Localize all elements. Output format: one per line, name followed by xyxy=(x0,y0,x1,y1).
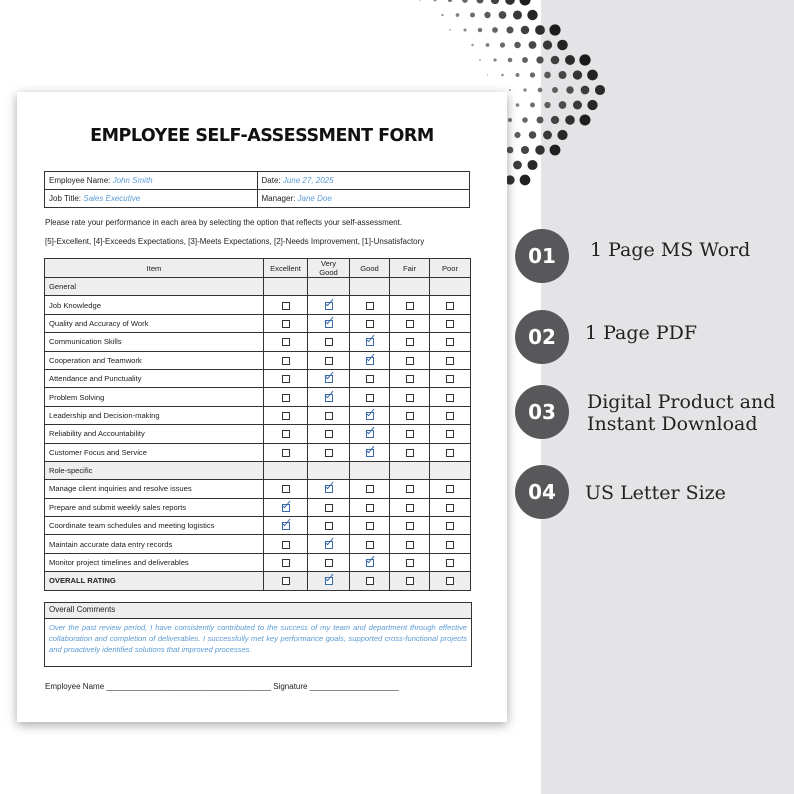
halftone-dot xyxy=(509,89,511,91)
instructions-text: Please rate your performance in each area by selecting the option that reflects your self-assessment. xyxy=(45,218,403,227)
rating-cell-very-good xyxy=(308,369,350,387)
rating-item-label: Communication Skills xyxy=(45,333,264,351)
rating-cell-excellent xyxy=(264,369,308,387)
employee-name-cell xyxy=(45,172,258,190)
rating-row xyxy=(45,425,471,443)
rating-cell-poor xyxy=(430,296,471,314)
checkbox[interactable] xyxy=(406,375,414,383)
rating-cell-poor xyxy=(430,480,471,498)
checkbox[interactable] xyxy=(446,357,454,365)
rating-cell-poor xyxy=(430,461,471,479)
rating-item-label: Coordinate team schedules and meeting logistics xyxy=(45,517,264,535)
checkbox[interactable] xyxy=(325,338,333,346)
overall-comments-label: Overall Comments xyxy=(45,603,471,619)
halftone-dot xyxy=(516,103,520,107)
rating-cell-fair xyxy=(390,406,430,424)
rating-cell-good xyxy=(350,351,390,369)
rating-cell-poor xyxy=(430,351,471,369)
checkbox[interactable] xyxy=(282,485,290,493)
rating-cell-poor xyxy=(430,572,471,590)
employee-name-blank: _____________________________________ xyxy=(106,682,271,691)
halftone-dot xyxy=(521,146,529,154)
rating-cell-fair xyxy=(390,498,430,516)
checked-checkbox[interactable] xyxy=(282,504,290,512)
halftone-dot xyxy=(519,0,530,6)
checkbox[interactable] xyxy=(366,541,374,549)
feature-number-badge: 02 xyxy=(515,310,569,364)
checkbox[interactable] xyxy=(282,338,290,346)
halftone-dot xyxy=(462,0,468,3)
checkbox[interactable] xyxy=(446,541,454,549)
rating-cell-fair xyxy=(390,314,430,332)
column-header-excellent: Excellent xyxy=(264,259,308,278)
halftone-dot xyxy=(492,27,498,33)
signature-line xyxy=(45,682,399,691)
rating-cell-very-good xyxy=(308,296,350,314)
rating-scale-text: [5]-Excellent, [4]-Exceeds Expectations, [3]-Meets Expectations, [2]-Needs Improvement, [1]-Unsatisfactory xyxy=(45,237,425,246)
rating-cell-very-good xyxy=(308,406,350,424)
column-header-very-good: Very Good xyxy=(308,259,350,278)
form-document-preview xyxy=(17,92,507,722)
halftone-dot xyxy=(501,74,504,77)
rating-row xyxy=(45,443,471,461)
checked-checkbox[interactable] xyxy=(366,357,374,365)
rating-cell-fair xyxy=(390,443,430,461)
halftone-dot xyxy=(506,26,513,33)
checkbox[interactable] xyxy=(446,577,454,585)
rating-cell-very-good xyxy=(308,333,350,351)
checkbox[interactable] xyxy=(406,559,414,567)
checkbox[interactable] xyxy=(406,320,414,328)
manager-cell xyxy=(257,190,470,208)
rating-cell-very-good xyxy=(308,443,350,461)
checkbox[interactable] xyxy=(282,559,290,567)
checkbox[interactable] xyxy=(366,485,374,493)
checkbox[interactable] xyxy=(446,430,454,438)
checkbox[interactable] xyxy=(406,577,414,585)
checkbox[interactable] xyxy=(282,449,290,457)
job-title-cell xyxy=(45,190,258,208)
section-label: General xyxy=(45,278,264,296)
rating-cell-fair xyxy=(390,351,430,369)
checked-checkbox[interactable] xyxy=(366,559,374,567)
rating-cell-excellent xyxy=(264,278,308,296)
rating-cell-poor xyxy=(430,388,471,406)
rating-cell-poor xyxy=(430,425,471,443)
halftone-dot xyxy=(419,0,421,1)
rating-cell-excellent xyxy=(264,498,308,516)
rating-cell-good xyxy=(350,498,390,516)
manager-value: Jane Doe xyxy=(297,194,332,203)
date-cell xyxy=(257,172,470,190)
checkbox[interactable] xyxy=(366,522,374,530)
rating-cell-fair xyxy=(390,517,430,535)
rating-row xyxy=(45,406,471,424)
overall-rating-row xyxy=(45,572,471,590)
halftone-dot xyxy=(434,0,437,1)
rating-cell-very-good xyxy=(308,351,350,369)
checkbox[interactable] xyxy=(446,320,454,328)
checked-checkbox[interactable] xyxy=(325,320,333,328)
rating-cell-excellent xyxy=(264,480,308,498)
rating-cell-fair xyxy=(390,278,430,296)
rating-item-label: Leadership and Decision-making xyxy=(45,406,264,424)
halftone-dot xyxy=(487,74,488,75)
rating-cell-good xyxy=(350,388,390,406)
checkbox[interactable] xyxy=(325,449,333,457)
signature-label: Signature xyxy=(273,682,308,691)
job-title-label: Job Title: xyxy=(49,194,82,203)
halftone-dot xyxy=(478,28,482,32)
rating-row xyxy=(45,388,471,406)
halftone-dot xyxy=(470,12,475,17)
halftone-dot xyxy=(513,10,522,19)
rating-cell-fair xyxy=(390,388,430,406)
checkbox[interactable] xyxy=(406,485,414,493)
halftone-dot xyxy=(479,59,481,61)
checkbox[interactable] xyxy=(406,449,414,457)
rating-cell-excellent xyxy=(264,425,308,443)
rating-cell-fair xyxy=(390,480,430,498)
rating-cell-fair xyxy=(390,333,430,351)
halftone-dot xyxy=(505,0,515,5)
rating-cell-very-good xyxy=(308,278,350,296)
checkbox[interactable] xyxy=(446,338,454,346)
halftone-dot xyxy=(508,118,512,122)
rating-cell-good xyxy=(350,369,390,387)
rating-item-label: Customer Focus and Service xyxy=(45,443,264,461)
rating-cell-very-good xyxy=(308,553,350,571)
checkbox[interactable] xyxy=(406,338,414,346)
rating-item-label: Job Knowledge xyxy=(45,296,264,314)
rating-item-label: Problem Solving xyxy=(45,388,264,406)
checkbox[interactable] xyxy=(366,394,374,402)
feature-item-2 xyxy=(515,310,794,364)
rating-cell-excellent xyxy=(264,517,308,535)
job-title-value: Sales Executive xyxy=(83,194,141,203)
rating-item-label: Manage client inquiries and resolve issues xyxy=(45,480,264,498)
employee-name-value: John Smith xyxy=(112,176,153,185)
checkbox[interactable] xyxy=(446,449,454,457)
rating-cell-good xyxy=(350,553,390,571)
rating-cell-excellent xyxy=(264,351,308,369)
halftone-dot xyxy=(448,0,452,2)
date-label: Date: xyxy=(261,176,281,185)
overall-comments-box xyxy=(44,602,472,667)
halftone-dot xyxy=(522,117,528,123)
rating-cell-poor xyxy=(430,333,471,351)
rating-cell-excellent xyxy=(264,333,308,351)
rating-cell-good xyxy=(350,517,390,535)
checkbox[interactable] xyxy=(446,559,454,567)
feature-text: 1 Page MS Word xyxy=(590,239,751,261)
feature-item-4 xyxy=(515,465,794,519)
checked-checkbox[interactable] xyxy=(366,412,374,420)
halftone-dot xyxy=(456,13,460,17)
rating-cell-poor xyxy=(430,535,471,553)
checkbox[interactable] xyxy=(282,541,290,549)
rating-item-label: OVERALL RATING xyxy=(45,572,264,590)
halftone-dot xyxy=(529,41,537,49)
rating-cell-good xyxy=(350,443,390,461)
halftone-dot xyxy=(486,43,490,47)
rating-cell-poor xyxy=(430,498,471,516)
rating-cell-fair xyxy=(390,553,430,571)
halftone-dot xyxy=(527,10,537,20)
checkbox[interactable] xyxy=(406,430,414,438)
rating-cell-very-good xyxy=(308,314,350,332)
employee-name-line-label: Employee Name xyxy=(45,682,105,691)
signature-blank: ____________________ xyxy=(309,682,399,691)
checkbox[interactable] xyxy=(325,559,333,567)
feature-item-3 xyxy=(515,385,794,439)
halftone-dot xyxy=(493,58,496,61)
checkbox[interactable] xyxy=(325,504,333,512)
halftone-dot xyxy=(449,29,451,31)
rating-item-label: Maintain accurate data entry records xyxy=(45,535,264,553)
column-header-good: Good xyxy=(350,259,390,278)
rating-row xyxy=(45,517,471,535)
checkbox[interactable] xyxy=(446,302,454,310)
rating-item-label: Reliability and Accountability xyxy=(45,425,264,443)
rating-item-label: Prepare and submit weekly sales reports xyxy=(45,498,264,516)
checkbox[interactable] xyxy=(446,394,454,402)
checked-checkbox[interactable] xyxy=(325,577,333,585)
checked-checkbox[interactable] xyxy=(325,485,333,493)
rating-cell-very-good xyxy=(308,572,350,590)
rating-cell-fair xyxy=(390,296,430,314)
rating-cell-very-good xyxy=(308,388,350,406)
halftone-dot xyxy=(491,0,499,4)
halftone-dot xyxy=(500,42,505,47)
employee-info-table xyxy=(44,171,470,208)
halftone-dot xyxy=(522,57,528,63)
date-value: June 27, 2025 xyxy=(282,176,334,185)
rating-table xyxy=(44,258,471,591)
overall-comments-text: Over the past review period, I have consistently contributed to the success of my team and department through effective collaboration and completion of deliverables. I successfully met key performance goals, supported cross-functional projects and proactively identified solutions that improved processes. xyxy=(49,623,467,654)
column-header-fair: Fair xyxy=(390,259,430,278)
halftone-dot xyxy=(516,73,520,77)
halftone-dot xyxy=(463,28,466,31)
rating-cell-excellent xyxy=(264,572,308,590)
rating-row xyxy=(45,498,471,516)
feature-text: 1 Page PDF xyxy=(585,322,698,344)
feature-text: Digital Product and Instant Download xyxy=(587,391,776,435)
checkbox[interactable] xyxy=(446,485,454,493)
rating-cell-very-good xyxy=(308,461,350,479)
checkbox[interactable] xyxy=(446,412,454,420)
rating-item-label: Attendance and Punctuality xyxy=(45,369,264,387)
rating-cell-excellent xyxy=(264,388,308,406)
checkbox[interactable] xyxy=(366,302,374,310)
halftone-dot xyxy=(520,175,531,186)
checkbox[interactable] xyxy=(282,412,290,420)
checkbox[interactable] xyxy=(282,320,290,328)
rating-cell-excellent xyxy=(264,314,308,332)
halftone-dot xyxy=(477,0,484,3)
checked-checkbox[interactable] xyxy=(325,541,333,549)
halftone-dot xyxy=(529,131,537,139)
rating-cell-good xyxy=(350,278,390,296)
rating-item-label: Quality and Accuracy of Work xyxy=(45,314,264,332)
manager-label: Manager: xyxy=(261,194,296,203)
rating-cell-poor xyxy=(430,314,471,332)
rating-cell-good xyxy=(350,425,390,443)
checkbox[interactable] xyxy=(325,430,333,438)
rating-cell-fair xyxy=(390,535,430,553)
halftone-dot xyxy=(441,14,443,16)
checkbox[interactable] xyxy=(325,522,333,530)
checkbox[interactable] xyxy=(366,320,374,328)
checked-checkbox[interactable] xyxy=(366,430,374,438)
rating-cell-good xyxy=(350,535,390,553)
rating-row xyxy=(45,535,471,553)
rating-cell-excellent xyxy=(264,535,308,553)
section-row xyxy=(45,461,471,479)
rating-cell-good xyxy=(350,314,390,332)
halftone-dot xyxy=(530,72,535,77)
checkbox[interactable] xyxy=(366,577,374,585)
checkbox[interactable] xyxy=(446,375,454,383)
rating-cell-excellent xyxy=(264,406,308,424)
rating-row xyxy=(45,351,471,369)
checkbox[interactable] xyxy=(406,504,414,512)
feature-number-badge: 03 xyxy=(515,385,569,439)
rating-cell-fair xyxy=(390,369,430,387)
rating-cell-poor xyxy=(430,517,471,535)
rating-cell-excellent xyxy=(264,296,308,314)
rating-row xyxy=(45,314,471,332)
section-row xyxy=(45,278,471,296)
feature-number-badge: 04 xyxy=(515,465,569,519)
rating-item-label: Monitor project timelines and deliverables xyxy=(45,553,264,571)
halftone-dot xyxy=(521,26,529,34)
rating-cell-excellent xyxy=(264,461,308,479)
checkbox[interactable] xyxy=(366,504,374,512)
halftone-dot xyxy=(484,12,490,18)
rating-cell-poor xyxy=(430,278,471,296)
section-label: Role-specific xyxy=(45,461,264,479)
rating-cell-excellent xyxy=(264,443,308,461)
checkbox[interactable] xyxy=(325,412,333,420)
checkbox[interactable] xyxy=(406,302,414,310)
checked-checkbox[interactable] xyxy=(282,522,290,530)
rating-cell-good xyxy=(350,572,390,590)
rating-cell-very-good xyxy=(308,480,350,498)
rating-row xyxy=(45,553,471,571)
rating-row xyxy=(45,296,471,314)
checkbox[interactable] xyxy=(282,577,290,585)
rating-row xyxy=(45,369,471,387)
checkbox[interactable] xyxy=(366,375,374,383)
checked-checkbox[interactable] xyxy=(325,302,333,310)
rating-cell-fair xyxy=(390,572,430,590)
rating-cell-fair xyxy=(390,461,430,479)
checkbox[interactable] xyxy=(325,357,333,365)
checked-checkbox[interactable] xyxy=(366,449,374,457)
halftone-dot xyxy=(507,147,514,154)
feature-item-1 xyxy=(515,229,794,283)
rating-cell-poor xyxy=(430,443,471,461)
halftone-dot xyxy=(508,58,513,63)
rating-cell-poor xyxy=(430,369,471,387)
rating-row xyxy=(45,333,471,351)
rating-cell-very-good xyxy=(308,535,350,553)
halftone-dot xyxy=(523,88,526,91)
rating-cell-very-good xyxy=(308,425,350,443)
checkbox[interactable] xyxy=(406,357,414,365)
rating-cell-good xyxy=(350,461,390,479)
rating-cell-fair xyxy=(390,425,430,443)
rating-row xyxy=(45,480,471,498)
rating-table-header xyxy=(45,259,471,278)
checkbox[interactable] xyxy=(446,522,454,530)
checkbox[interactable] xyxy=(282,375,290,383)
rating-cell-very-good xyxy=(308,498,350,516)
halftone-dot xyxy=(527,160,537,170)
employee-name-label: Employee Name: xyxy=(49,176,111,185)
column-header-item: Item xyxy=(45,259,264,278)
halftone-dot xyxy=(514,132,520,138)
checkbox[interactable] xyxy=(282,394,290,402)
halftone-dot xyxy=(530,103,535,108)
checkbox[interactable] xyxy=(282,430,290,438)
checked-checkbox[interactable] xyxy=(325,394,333,402)
halftone-dot xyxy=(499,11,507,19)
checkbox[interactable] xyxy=(282,302,290,310)
halftone-dot xyxy=(471,44,473,46)
checkbox[interactable] xyxy=(406,541,414,549)
rating-cell-very-good xyxy=(308,517,350,535)
halftone-dot xyxy=(513,161,522,170)
rating-cell-good xyxy=(350,406,390,424)
rating-cell-excellent xyxy=(264,553,308,571)
feature-text: US Letter Size xyxy=(585,482,726,504)
checked-checkbox[interactable] xyxy=(366,338,374,346)
halftone-dot xyxy=(514,42,521,49)
form-title: EMPLOYEE SELF-ASSESSMENT FORM xyxy=(90,126,434,146)
checkbox[interactable] xyxy=(406,412,414,420)
checkbox[interactable] xyxy=(406,522,414,530)
rating-cell-good xyxy=(350,480,390,498)
checkbox[interactable] xyxy=(406,394,414,402)
rating-cell-poor xyxy=(430,406,471,424)
rating-item-label: Cooperation and Teamwork xyxy=(45,351,264,369)
rating-cell-poor xyxy=(430,553,471,571)
rating-cell-good xyxy=(350,296,390,314)
feature-number-badge: 01 xyxy=(515,229,569,283)
checked-checkbox[interactable] xyxy=(325,375,333,383)
checkbox[interactable] xyxy=(282,357,290,365)
column-header-poor: Poor xyxy=(430,259,471,278)
checkbox[interactable] xyxy=(446,504,454,512)
rating-cell-good xyxy=(350,333,390,351)
